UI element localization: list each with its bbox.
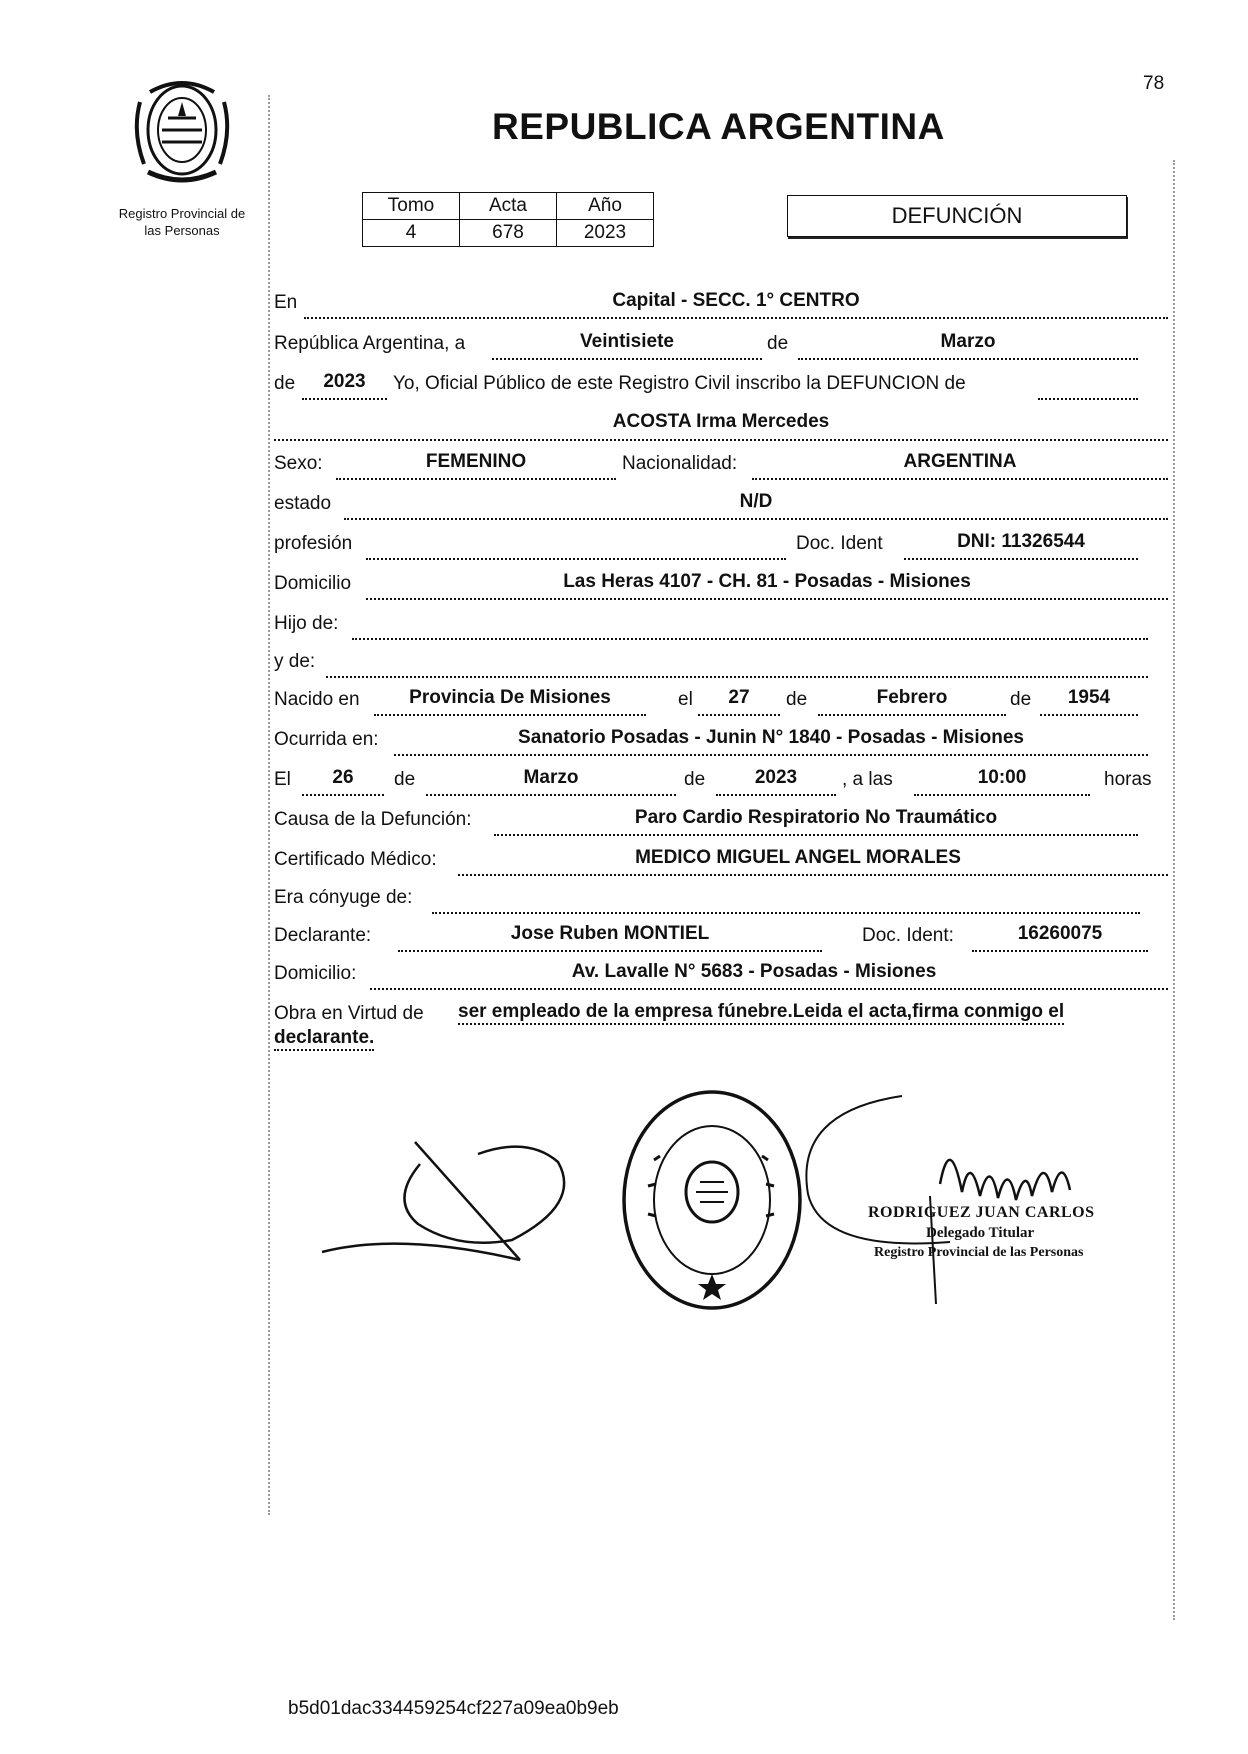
- registrar-signature-block: [868, 1204, 1128, 1261]
- certificado-value: MEDICO MIGUEL ANGEL MORALES: [635, 847, 961, 868]
- nacionalidad-label: Nacionalidad:: [622, 453, 738, 474]
- nombre-value: ACOSTA Irma Mercedes: [612, 411, 830, 432]
- horas-label: horas: [1104, 769, 1152, 790]
- de-label: de: [767, 333, 789, 354]
- nacionalidad-value: ARGENTINA: [903, 451, 1017, 472]
- registry-caption-line2: las Personas: [144, 223, 220, 238]
- inscribo-fill: [1038, 374, 1138, 400]
- nac-de1-label: de: [786, 689, 808, 710]
- official-seal-icon: [618, 1086, 806, 1314]
- decl-doc-value: 16260075: [1017, 923, 1103, 944]
- acta-value-anio: 2023: [557, 220, 654, 247]
- acta-value-tomo: 4: [363, 220, 460, 247]
- sexo-value: FEMENINO: [425, 451, 527, 472]
- anio-value: 2023: [323, 371, 366, 392]
- document-hash: b5d01dac334459254cf227a09ea0b9eb: [288, 1698, 619, 1719]
- dia-value: Veintisiete: [580, 331, 674, 352]
- y-de-fill: [326, 652, 1148, 678]
- domicilio-label: Domicilio: [274, 573, 352, 594]
- el2-label: El: [274, 769, 291, 790]
- obra-value-line1: ser empleado de la empresa fúnebre.Leida el acta,firma conmigo el: [458, 1001, 1064, 1025]
- nacido-label: Nacido en: [274, 689, 360, 710]
- document-type-box: DEFUNCIÓN: [787, 195, 1127, 237]
- left-margin-rule: [268, 95, 270, 1515]
- acta-header-acta: Acta: [460, 193, 557, 220]
- def-de2-label: de: [684, 769, 706, 790]
- anio-label: de: [274, 373, 296, 394]
- estado-value: N/D: [739, 491, 773, 512]
- alas-label: , a las: [842, 769, 893, 790]
- page-number: 78: [1143, 73, 1165, 94]
- decl-doc-label: Doc. Ident:: [862, 925, 954, 946]
- acta-header-tomo: Tomo: [363, 193, 460, 220]
- acta-value-acta: 678: [460, 220, 557, 247]
- obra-label: Obra en Virtud de: [274, 1003, 424, 1024]
- profesion-label: profesión: [274, 533, 353, 554]
- en-value: Capital - SECC. 1° CENTRO: [612, 290, 860, 311]
- acta-table-value-row: [363, 220, 654, 247]
- nac-anio-value: 1954: [1067, 687, 1111, 708]
- hijo-label: Hijo de:: [274, 613, 339, 634]
- el-label: el: [678, 689, 693, 710]
- acta-table-header-row: [363, 193, 654, 220]
- inscribo-text: Yo, Oficial Público de este Registro Civil inscribo la DEFUNCION de: [393, 373, 966, 394]
- nac-de2-label: de: [1010, 689, 1032, 710]
- ocurrida-label: Ocurrida en:: [274, 729, 379, 750]
- republica-label: República Argentina, a: [274, 333, 466, 354]
- registrar-signature-icon: [800, 1092, 1130, 1312]
- decl-domicilio-label: Domicilio:: [274, 963, 357, 984]
- conyuge-label: Era cónyuge de:: [274, 887, 413, 908]
- registry-caption: [102, 205, 262, 239]
- certificado-label: Certificado Médico:: [274, 849, 437, 870]
- registrar-role: Delegado Titular: [926, 1225, 1035, 1241]
- sexo-label: Sexo:: [274, 453, 323, 474]
- def-anio-value: 2023: [754, 767, 798, 788]
- decl-domicilio-value: Av. Lavalle N° 5683 - Posadas - Misiones: [571, 961, 937, 982]
- obra-value-line2: declarante.: [274, 1027, 374, 1051]
- ocurrida-value: Sanatorio Posadas - Junin N° 1840 - Posadas - Misiones: [518, 727, 1024, 748]
- hora-value: 10:00: [977, 767, 1027, 788]
- declarante-label: Declarante:: [274, 925, 372, 946]
- def-mes-value: Marzo: [523, 767, 579, 788]
- right-margin-rule: [1173, 160, 1175, 1620]
- hijo-fill: [352, 614, 1148, 640]
- declarante-value: Jose Ruben MONTIEL: [510, 923, 710, 944]
- doc-ident-value: DNI: 11326544: [957, 531, 1085, 552]
- registry-caption-line1: Registro Provincial de: [118, 206, 246, 221]
- estado-label: estado: [274, 493, 332, 514]
- doc-ident-label: Doc. Ident: [796, 533, 883, 554]
- domicilio-value: Las Heras 4107 - CH. 81 - Posadas - Misiones: [563, 571, 971, 592]
- causa-value: Paro Cardio Respiratorio No Traumático: [634, 807, 998, 828]
- nac-mes-value: Febrero: [876, 687, 948, 708]
- declarant-signature-icon: [320, 1132, 620, 1272]
- conyuge-fill: [432, 888, 1140, 914]
- nacido-value: Provincia De Misiones: [409, 687, 611, 708]
- page-title: REPUBLICA ARGENTINA: [492, 106, 945, 147]
- acta-header-anio: Año: [557, 193, 654, 220]
- province-emblem-icon: [128, 72, 236, 190]
- en-label: En: [274, 292, 298, 313]
- profesion-fill: [366, 534, 786, 560]
- causa-label: Causa de la Defunción:: [274, 809, 472, 830]
- registrar-institution: Registro Provincial de las Personas: [874, 1245, 1084, 1260]
- registrar-name: RODRIGUEZ JUAN CARLOS: [868, 1204, 1095, 1221]
- def-de1-label: de: [394, 769, 416, 790]
- y-de-label: y de:: [274, 651, 316, 672]
- def-dia-value: 26: [332, 767, 354, 788]
- mes-value: Marzo: [940, 331, 996, 352]
- acta-table: [362, 192, 654, 247]
- nac-dia-value: 27: [728, 687, 750, 708]
